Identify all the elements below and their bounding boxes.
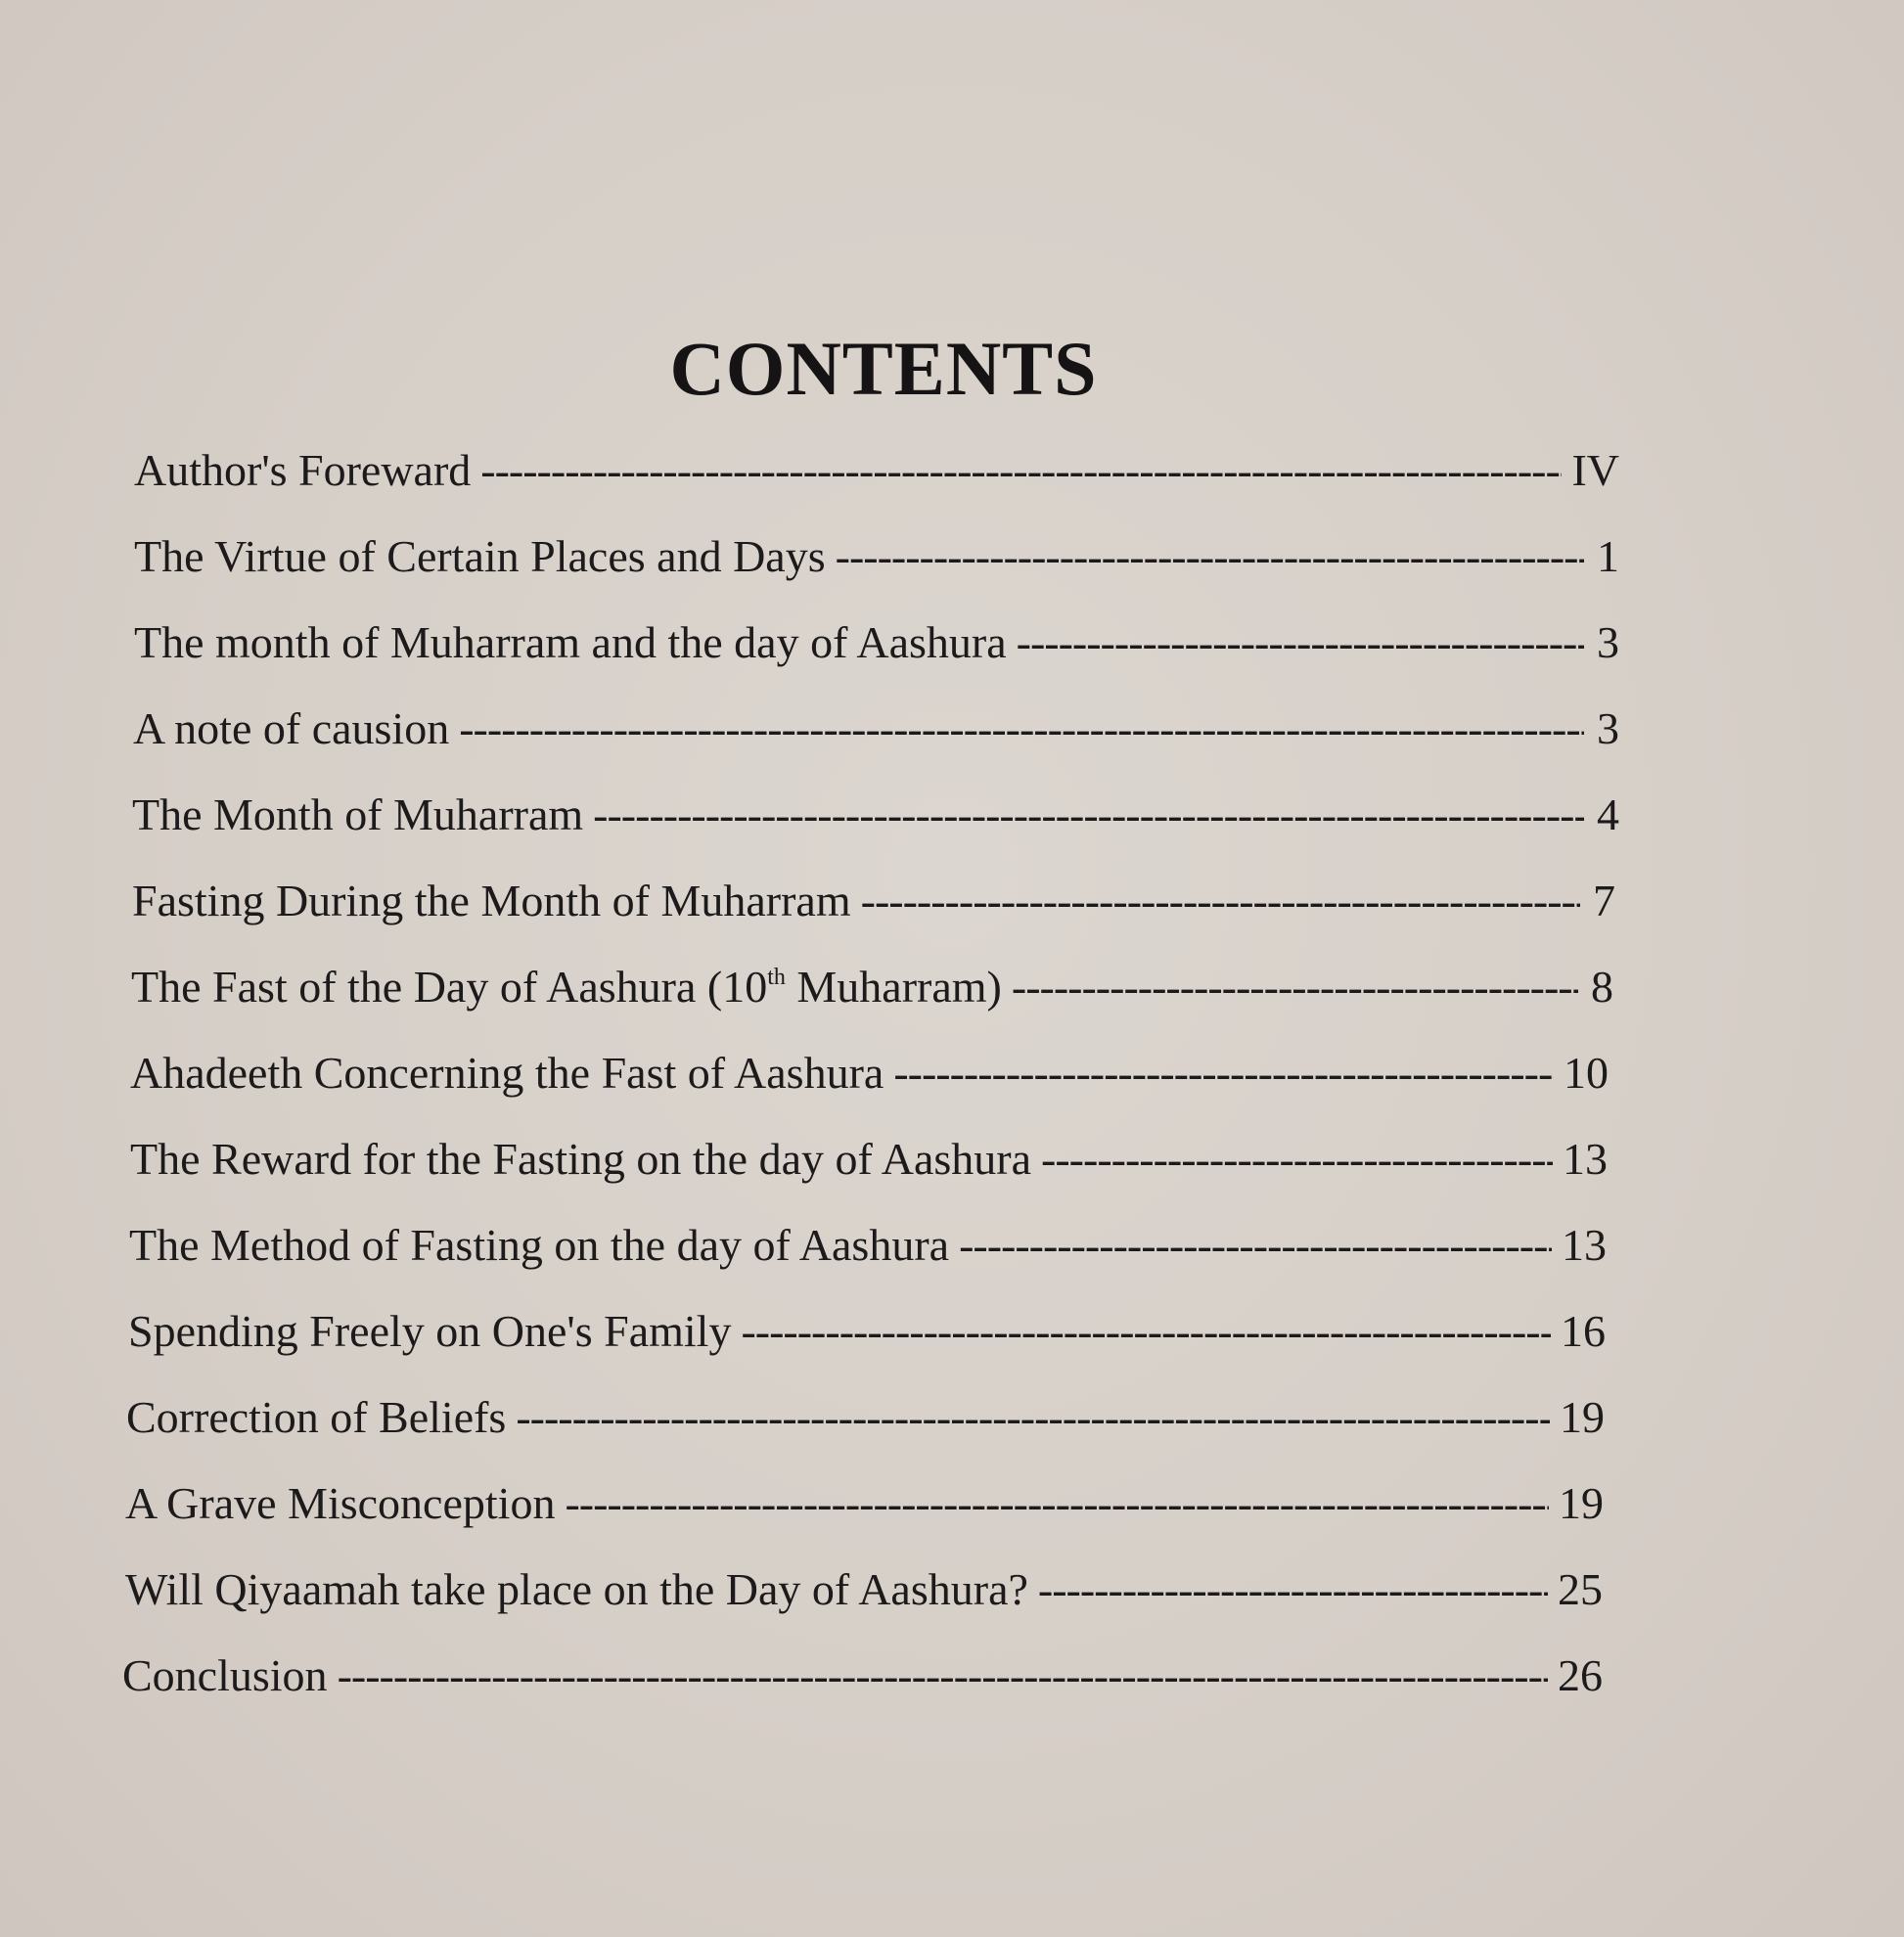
dot-leader xyxy=(459,702,1584,754)
toc-entry-page: 3 xyxy=(1597,703,1619,753)
toc-entry-page: 26 xyxy=(1558,1650,1603,1700)
toc-entry-label: Correction of Beliefs xyxy=(126,1392,507,1442)
toc-entry-page: 10 xyxy=(1564,1048,1609,1098)
toc-entry-page: 13 xyxy=(1562,1220,1607,1270)
toc-entry-virtue-of-places xyxy=(134,530,1619,589)
toc-entry-page: 19 xyxy=(1560,1392,1605,1442)
toc-entry-page: 13 xyxy=(1563,1134,1608,1184)
dot-leader xyxy=(593,788,1584,840)
toc-entry-label: The Method of Fasting on the day of Aashura xyxy=(129,1220,950,1270)
toc-entry-label: A note of causion xyxy=(133,703,450,753)
dot-leader xyxy=(1012,961,1578,1013)
toc-entry-label: The Month of Muharram xyxy=(132,789,584,839)
toc-entry-label-post: Muharram) xyxy=(785,962,1002,1012)
dot-leader xyxy=(480,444,1562,496)
dot-leader xyxy=(1017,616,1584,668)
toc-entry-method-of-fasting xyxy=(129,1219,1607,1278)
dot-leader xyxy=(1038,1563,1548,1615)
toc-entry-page: 1 xyxy=(1597,531,1619,581)
toc-entry-label: A Grave Misconception xyxy=(125,1478,556,1528)
toc-entry-fasting-during-month xyxy=(132,875,1615,933)
dot-leader xyxy=(959,1219,1552,1271)
toc-entry-label: The month of Muharram and the day of Aashura xyxy=(134,617,1007,667)
ordinal-suffix: th xyxy=(767,965,786,990)
page-title: CONTENTS xyxy=(669,326,1098,411)
toc-entry-ahadeeth xyxy=(130,1047,1609,1105)
toc-entry-month-and-day xyxy=(134,616,1619,675)
dot-leader xyxy=(338,1649,1548,1701)
toc-entry-label: Author's Foreward xyxy=(134,445,472,495)
toc-entry-label: Spending Freely on One's Family xyxy=(128,1306,732,1356)
toc-entry-page: 4 xyxy=(1597,789,1619,839)
toc-entry-correction-of-beliefs xyxy=(126,1391,1605,1450)
toc-entry-page: 8 xyxy=(1591,962,1613,1012)
toc-entry-page: IV xyxy=(1571,445,1619,495)
toc-entry-page: 16 xyxy=(1561,1306,1606,1356)
toc-entry-label: Conclusion xyxy=(122,1650,328,1700)
dot-leader xyxy=(861,875,1580,926)
dot-leader xyxy=(1041,1133,1553,1185)
dot-leader xyxy=(836,530,1584,582)
toc-entry-label: The Virtue of Certain Places and Days xyxy=(134,531,826,581)
dot-leader xyxy=(741,1305,1551,1357)
toc-entry-reward-for-fasting xyxy=(130,1133,1608,1192)
toc-entry-month-of-muharram xyxy=(132,788,1619,847)
dot-leader xyxy=(893,1047,1554,1099)
toc-entry-qiyaamah xyxy=(125,1563,1603,1622)
dot-leader xyxy=(565,1477,1549,1529)
dot-leader xyxy=(516,1391,1550,1443)
toc-entry-label xyxy=(131,961,1002,1013)
toc-entry-note-of-causion xyxy=(133,702,1619,761)
toc-entry-label: Ahadeeth Concerning the Fast of Aashura xyxy=(130,1048,884,1098)
toc-entry-label-pre: The Fast of the Day of Aashura (10 xyxy=(131,962,768,1012)
toc-entry-page: 25 xyxy=(1558,1564,1603,1614)
toc-entry-page: 19 xyxy=(1559,1478,1604,1528)
toc-entry-page: 7 xyxy=(1593,876,1615,925)
toc-entry-authors-foreward xyxy=(134,444,1619,503)
toc-entry-label: Fasting During the Month of Muharram xyxy=(132,876,851,925)
toc-entry-conclusion xyxy=(122,1649,1603,1708)
toc-entry-label: Will Qiyaamah take place on the Day of Aashura? xyxy=(125,1564,1028,1614)
toc-entry-fast-of-aashura xyxy=(131,961,1613,1019)
toc-entry-label: The Reward for the Fasting on the day of Aashura xyxy=(130,1134,1032,1184)
toc-entry-grave-misconception xyxy=(125,1477,1604,1536)
toc-entry-page: 3 xyxy=(1597,617,1619,667)
toc-entry-spending-freely xyxy=(128,1305,1606,1364)
